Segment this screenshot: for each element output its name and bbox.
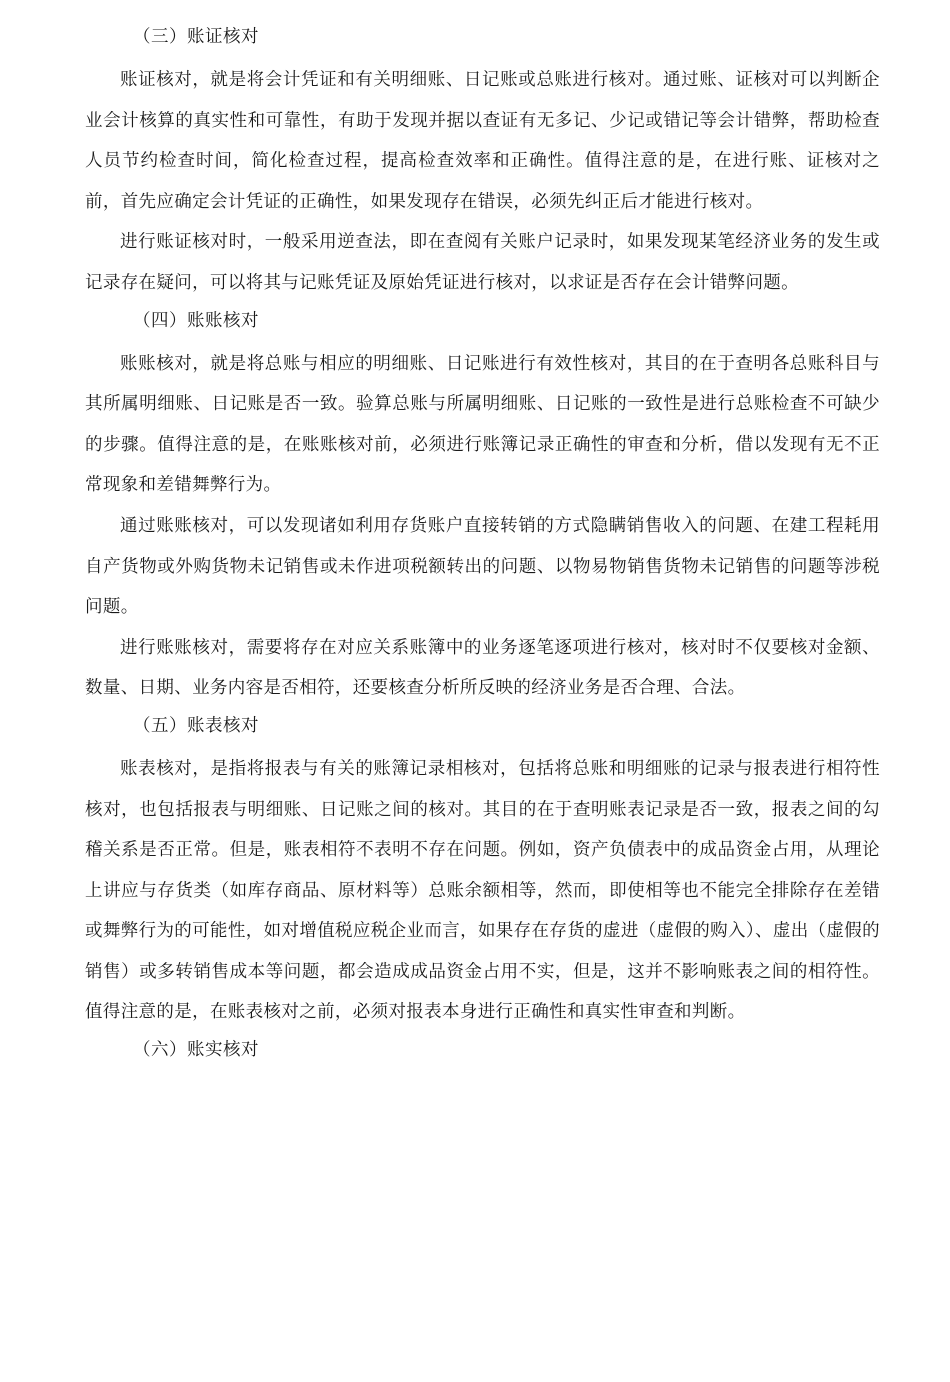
section-4 — [85, 306, 880, 709]
section-3 — [85, 22, 880, 304]
section-6 — [85, 1035, 880, 1065]
paragraph: 进行账证核对时，一般采用逆查法，即在查阅有关账户记录时，如果发现某笔经济业务的发生或记录存在疑问，可以将其与记账凭证及原始凭证进行核对，以求证是否存在会计错弊问题。 — [85, 232, 880, 293]
section-5 — [85, 711, 880, 1033]
paragraph: 通过账账核对，可以发现诸如利用存货账户直接转销的方式隐瞒销售收入的问题、在建工程耗用自产货物或外购货物未记销售或未作进项税额转出的问题、以物易物销售货物未记销售的问题等涉税问题。 — [85, 515, 880, 618]
section-heading: （三）账证核对 — [133, 27, 259, 47]
paragraph: 账证核对，就是将会计凭证和有关明细账、日记账或总账进行核对。通过账、证核对可以判断企业会计核算的真实性和可靠性，有助于发现并据以查证有无多记、少记或错记等会计错弊，帮助检查人员节约检查时间，简化检查过程，提高检查效率和正确性。值得注意的是，在进行账、证核对之前，首先应确定会计凭证的正确性，如果发现存在错误，必须先纠正后才能进行核对。 — [85, 70, 880, 212]
section-heading: （四）账账核对 — [133, 310, 259, 331]
paragraph: 账表核对，是指将报表与有关的账簿记录相核对，包括将总账和明细账的记录与报表进行相符性核对，也包括报表与明细账、日记账之间的核对。其目的在于查明账表记录是否一致，报表之间的勾稽关系是否正常。但是，账表相符不表明不存在问题。例如，资产负债表中的成品资金占用，从理论上讲应与存货类（如库存商品、原材料等）总账余额相等，然而，即使相等也不能完全排除存在差错或舞弊行为的可能性，如对增值税应税企业而言，如果存在存货的虚进（虚假的购入）、虚出（虚假的销售）或多转销售成本等问题，都会造成成品资金占用不实，但是，这并不影响账表之间的相符性。值得注意的是，在账表核对之前，必须对报表本身进行正确性和真实性审查和判断。 — [85, 758, 880, 1023]
section-heading: （五）账表核对 — [133, 715, 259, 736]
section-heading: （六）账实核对 — [133, 1040, 259, 1061]
paragraph: 账账核对，就是将总账与相应的明细账、日记账进行有效性核对，其目的在于查明各总账科目与其所属明细账、日记账是否一致。验算总账与所属明细账、日记账的一致性是进行总账检查不可缺少的步骤。值得注意的是，在账账核对前，必须进行账簿记录正确性的审查和分析，借以发现有无不正常现象和差错舞弊行为。 — [85, 353, 880, 496]
paragraph: 进行账账核对，需要将存在对应关系账簿中的业务逐笔逐项进行核对，核对时不仅要核对金额、数量、日期、业务内容是否相符，还要核查分析所反映的经济业务是否合理、合法。 — [85, 637, 880, 699]
document-page — [85, 22, 880, 1073]
